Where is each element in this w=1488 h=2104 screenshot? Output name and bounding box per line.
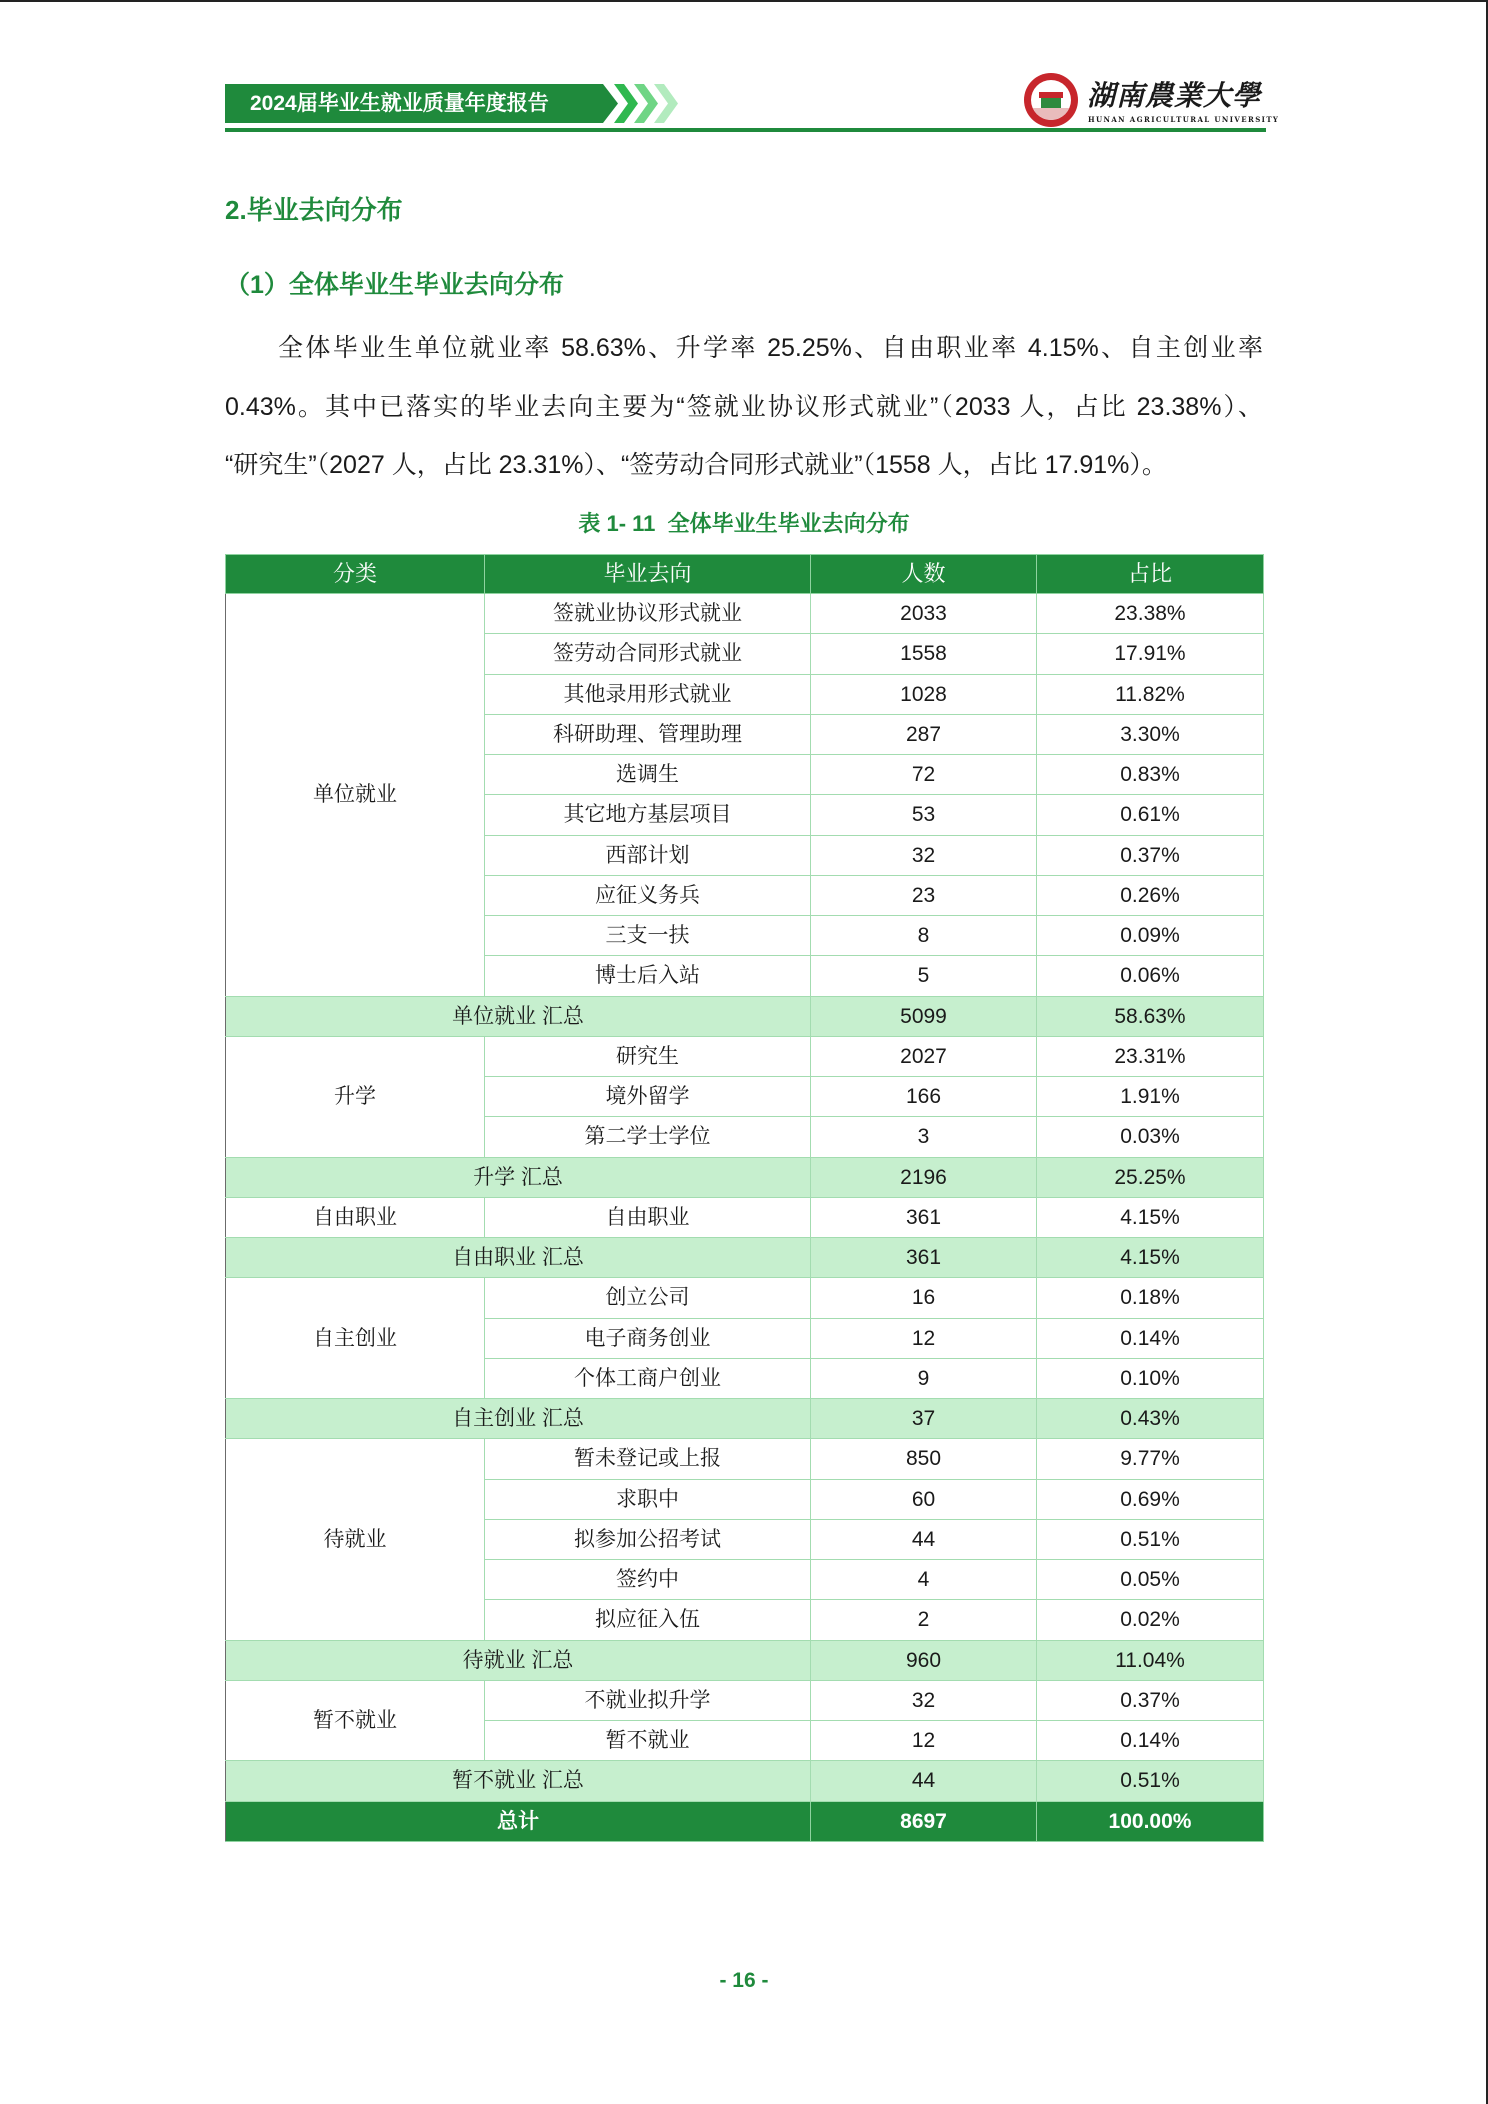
university-english-name: HUNAN AGRICULTURAL UNIVERSITY (1088, 115, 1280, 124)
table-caption: 表 1- 11 全体毕业生毕业去向分布 (578, 511, 910, 536)
table-row (226, 594, 1264, 634)
header-category: 分类 (226, 555, 485, 594)
subtotal-count: 5099 (811, 996, 1037, 1036)
share-cell: 0.02% (1037, 1600, 1264, 1640)
subtotal-share: 58.63% (1037, 996, 1264, 1036)
share-cell: 3.30% (1037, 714, 1264, 754)
header-count: 人数 (811, 555, 1037, 594)
destination-cell: 暂不就业 (485, 1721, 811, 1761)
count-cell: 2 (811, 1600, 1037, 1640)
university-name-logo: 湖南農業大學 (1087, 79, 1262, 112)
subtotal-row (226, 1238, 1264, 1278)
category-cell: 自主创业 (226, 1278, 485, 1399)
destination-cell: 西部计划 (485, 835, 811, 875)
table-row (226, 1036, 1264, 1076)
share-cell: 0.14% (1037, 1721, 1264, 1761)
category-cell: 自由职业 (226, 1197, 485, 1237)
destination-cell: 其他录用形式就业 (485, 674, 811, 714)
subtotal-count: 960 (811, 1640, 1037, 1680)
destination-cell: 拟应征入伍 (485, 1600, 811, 1640)
share-cell: 0.09% (1037, 916, 1264, 956)
subtotal-share: 11.04% (1037, 1640, 1264, 1680)
count-cell: 2033 (811, 594, 1037, 634)
count-cell: 1028 (811, 674, 1037, 714)
count-cell: 361 (811, 1197, 1037, 1237)
share-cell: 9.77% (1037, 1439, 1264, 1479)
count-cell: 12 (811, 1721, 1037, 1761)
total-share: 100.00% (1037, 1801, 1264, 1841)
destination-cell: 第二学士学位 (485, 1117, 811, 1157)
share-cell: 23.31% (1037, 1036, 1264, 1076)
seal-inner (1031, 80, 1071, 120)
share-cell: 4.15% (1037, 1197, 1264, 1237)
destination-cell: 电子商务创业 (485, 1318, 811, 1358)
destination-cell: 拟参加公招考试 (485, 1519, 811, 1559)
header-rule (225, 128, 1266, 132)
count-cell: 32 (811, 835, 1037, 875)
subtotal-label: 暂不就业 汇总 (226, 1761, 811, 1801)
count-cell: 8 (811, 916, 1037, 956)
total-row (226, 1801, 1264, 1841)
seal-building-icon (1041, 98, 1061, 108)
seal-base (1031, 108, 1071, 120)
share-cell: 0.06% (1037, 956, 1264, 996)
share-cell: 0.18% (1037, 1278, 1264, 1318)
count-cell: 23 (811, 875, 1037, 915)
report-title: 2024届毕业生就业质量年度报告 (250, 92, 549, 115)
share-cell: 0.51% (1037, 1519, 1264, 1559)
count-cell: 44 (811, 1519, 1037, 1559)
destination-cell: 自由职业 (485, 1197, 811, 1237)
count-cell: 2027 (811, 1036, 1037, 1076)
share-cell: 11.82% (1037, 674, 1264, 714)
destination-cell: 科研助理、管理助理 (485, 714, 811, 754)
destination-cell: 暂未登记或上报 (485, 1439, 811, 1479)
destination-table-body (226, 594, 1264, 1842)
count-cell: 9 (811, 1358, 1037, 1398)
paragraph-line: 0.43%。其中已落实的毕业去向主要为“签就业协议形式就业”（2033 人，占比 23.38%）、 (225, 392, 1263, 421)
destination-cell: 三支一扶 (485, 916, 811, 956)
subtotal-row (226, 996, 1264, 1036)
share-cell: 0.03% (1037, 1117, 1264, 1157)
table-header (226, 555, 1264, 594)
header-destination: 毕业去向 (485, 555, 811, 594)
subtotal-count: 361 (811, 1238, 1037, 1278)
destination-cell: 签约中 (485, 1560, 811, 1600)
count-cell: 4 (811, 1560, 1037, 1600)
total-count: 8697 (811, 1801, 1037, 1841)
count-cell: 60 (811, 1479, 1037, 1519)
destination-cell: 个体工商户创业 (485, 1358, 811, 1398)
subtotal-label: 待就业 汇总 (226, 1640, 811, 1680)
destination-cell: 研究生 (485, 1036, 811, 1076)
table-row (226, 1278, 1264, 1318)
subtotal-row (226, 1640, 1264, 1680)
count-cell: 3 (811, 1117, 1037, 1157)
count-cell: 53 (811, 795, 1037, 835)
body-paragraph (225, 319, 1263, 495)
category-cell: 暂不就业 (226, 1680, 485, 1761)
count-cell: 12 (811, 1318, 1037, 1358)
table-row (226, 1439, 1264, 1479)
share-cell: 1.91% (1037, 1077, 1264, 1117)
count-cell: 287 (811, 714, 1037, 754)
destination-cell: 签劳动合同形式就业 (485, 634, 811, 674)
count-cell: 72 (811, 755, 1037, 795)
section-heading: 2.毕业去向分布 (225, 195, 403, 225)
share-cell: 17.91% (1037, 634, 1264, 674)
share-cell: 0.61% (1037, 795, 1264, 835)
destination-cell: 应征义务兵 (485, 875, 811, 915)
subtotal-label: 自由职业 汇总 (226, 1238, 811, 1278)
count-cell: 5 (811, 956, 1037, 996)
subtotal-share: 4.15% (1037, 1238, 1264, 1278)
category-cell: 升学 (226, 1036, 485, 1157)
subtotal-share: 0.43% (1037, 1399, 1264, 1439)
share-cell: 0.26% (1037, 875, 1264, 915)
destination-cell: 境外留学 (485, 1077, 811, 1117)
share-cell: 0.37% (1037, 1680, 1264, 1720)
destination-cell: 博士后入站 (485, 956, 811, 996)
subtotal-count: 2196 (811, 1157, 1037, 1197)
destination-cell: 其它地方基层项目 (485, 795, 811, 835)
subtotal-share: 25.25% (1037, 1157, 1264, 1197)
category-cell: 待就业 (226, 1439, 485, 1640)
table-header-row (226, 555, 1264, 594)
count-cell: 32 (811, 1680, 1037, 1720)
count-cell: 850 (811, 1439, 1037, 1479)
subtotal-row (226, 1157, 1264, 1197)
category-cell: 单位就业 (226, 594, 485, 997)
share-cell: 0.69% (1037, 1479, 1264, 1519)
subtotal-label: 单位就业 汇总 (226, 996, 811, 1036)
destination-cell: 创立公司 (485, 1278, 811, 1318)
count-cell: 166 (811, 1077, 1037, 1117)
subtotal-label: 升学 汇总 (226, 1157, 811, 1197)
university-seal-logo (1024, 73, 1078, 127)
share-cell: 0.14% (1037, 1318, 1264, 1358)
share-cell: 0.10% (1037, 1358, 1264, 1398)
destination-table (225, 554, 1264, 1842)
share-cell: 0.37% (1037, 835, 1264, 875)
subsection-heading: （1）全体毕业生毕业去向分布 (225, 271, 564, 299)
paragraph-line: 全体毕业生单位就业率 58.63%、升学率 25.25%、自由职业率 4.15%、自主创业率 (278, 334, 1263, 362)
subtotal-count: 44 (811, 1761, 1037, 1801)
destination-cell: 不就业拟升学 (485, 1680, 811, 1720)
subtotal-row (226, 1761, 1264, 1801)
header-share: 占比 (1037, 555, 1264, 594)
share-cell: 0.05% (1037, 1560, 1264, 1600)
destination-cell: 选调生 (485, 755, 811, 795)
table-row (226, 1680, 1264, 1720)
destination-cell: 求职中 (485, 1479, 811, 1519)
subtotal-share: 0.51% (1037, 1761, 1264, 1801)
count-cell: 16 (811, 1278, 1037, 1318)
page-number: - 16 - (719, 1969, 769, 1992)
subtotal-count: 37 (811, 1399, 1037, 1439)
table-row (226, 1197, 1264, 1237)
paragraph-line: “研究生”（2027 人，占比 23.31%）、“签劳动合同形式就业”（1558 人，占比 17.91%）。 (225, 451, 1167, 479)
share-cell: 23.38% (1037, 594, 1264, 634)
subtotal-label: 自主创业 汇总 (226, 1399, 811, 1439)
share-cell: 0.83% (1037, 755, 1264, 795)
subtotal-row (226, 1399, 1264, 1439)
count-cell: 1558 (811, 634, 1037, 674)
total-label: 总计 (226, 1801, 811, 1841)
destination-cell: 签就业协议形式就业 (485, 594, 811, 634)
